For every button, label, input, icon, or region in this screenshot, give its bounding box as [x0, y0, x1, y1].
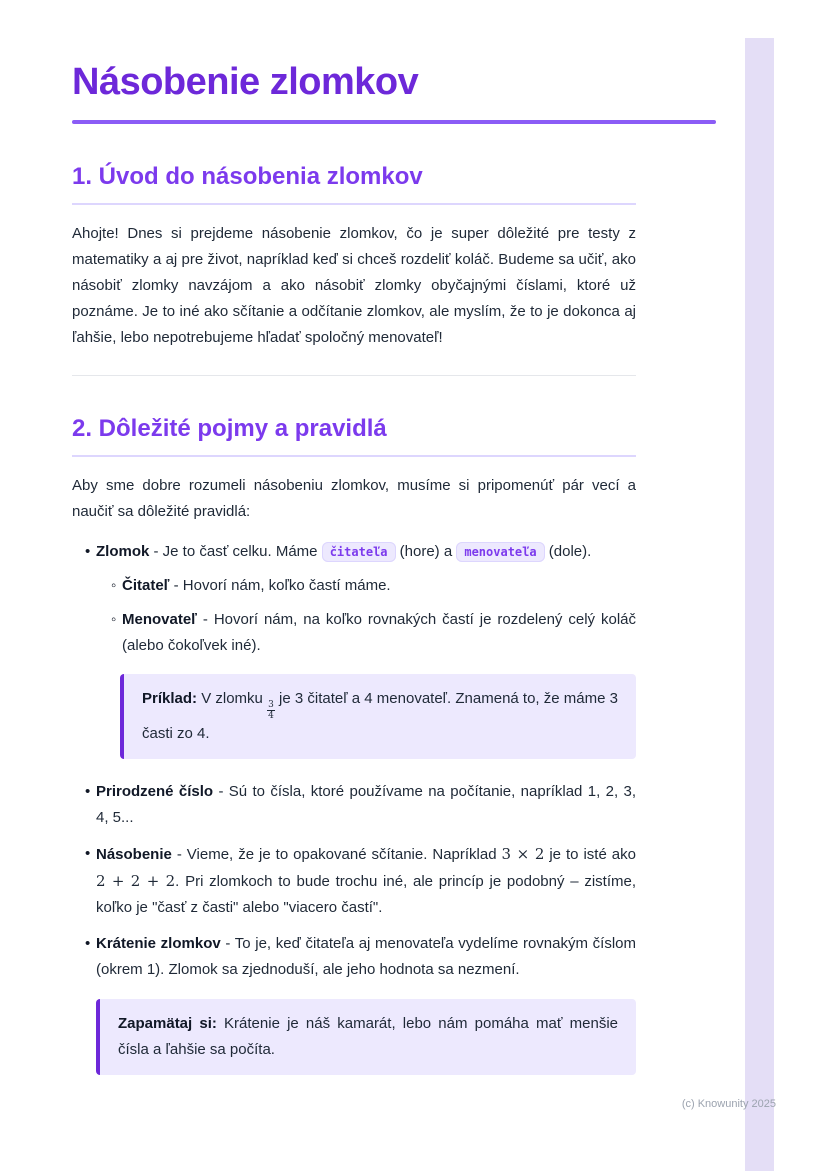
list-item-citatel [98, 573, 636, 599]
code-badge-menovatela: menovateľa [456, 542, 544, 562]
list-item-menovatel [98, 607, 636, 659]
term-kratenie: Krátenie zlomkov [96, 935, 221, 952]
text-run: je to isté ako [544, 846, 636, 863]
callout-label: Zapamätaj si: [118, 1015, 217, 1032]
list-item-text [122, 573, 636, 599]
term-zlomok: Zlomok [96, 543, 150, 560]
circle-bullet-icon: ◦ [111, 611, 117, 628]
copyright-footer: (c) Knowunity 2025 [681, 1098, 776, 1110]
title-divider [72, 120, 716, 124]
text-run: - Hovorí nám, koľko častí máme. [169, 577, 391, 594]
bullet-icon: • [85, 935, 91, 952]
bullet-icon: • [85, 543, 91, 560]
text-run: je 3 čitateľ a 4 menovateľ. Znamená to, že máme 3 časti zo 4. [142, 690, 618, 742]
bullet-icon: • [85, 845, 91, 862]
list-item-text [96, 779, 636, 831]
text-run: Krátenie je náš kamarát, lebo nám pomáha mať menšie čísla a ľahšie sa počíta. [118, 1015, 618, 1058]
list-item-nasobenie [72, 841, 636, 921]
text-run: - Hovorí nám, na koľko rovnakých častí je rozdelený celý koláč (alebo čokoľvek iné). [122, 611, 636, 654]
math-expression: 2 + 2 + 2 [96, 872, 176, 890]
bullet-icon: • [85, 783, 91, 800]
right-accent-bar [745, 38, 774, 1171]
section1-paragraph: Ahojte! Dnes si prejdeme násobenie zlomkov, čo je super dôležité pre testy z matematiky a aj pre život, napríklad keď si chceš rozdeliť koláč. Budeme sa učiť, ako násobiť zlomky navzájom a ako násobiť zlomky obyčajnými číslami, ktoré už poznáme. Je to iné ako sčítanie a odčítanie zlomkov, ale myslím, že to je dokonca aj ľahšie, lebo nepotrebujeme hľadať spoločný menovateľ! [72, 225, 636, 346]
section2-heading: 2. Dôležité pojmy a pravidlá [72, 414, 636, 457]
text-run: - To je, keď čitateľa aj menovateľa vydelíme rovnakým číslom (okrem 1). Zlomok sa zjednoduší, ale jeho hodnota sa nezmení. [96, 935, 636, 978]
text-run: V zlomku [197, 690, 268, 707]
list-item-text [96, 931, 636, 983]
text-run: (hore) a [395, 543, 457, 560]
math-expression: 3 × 2 [501, 845, 545, 863]
fraction-three-quarters [267, 700, 275, 721]
list-item-prirodzene-cislo [72, 779, 636, 831]
callout-label: Príklad: [142, 690, 198, 707]
text-run: (dole). [544, 543, 592, 560]
fraction-denominator: 4 [268, 711, 274, 721]
list-item-text [96, 539, 636, 565]
terms-list [72, 539, 636, 1075]
text-run: . Pri zlomkoch to bude trochu iné, ale princíp je podobný – zistíme, koľko je "časť z časti" alebo "viacero častí". [96, 873, 636, 916]
text-run: - Sú to čísla, ktoré používame na počítanie, napríklad 1, 2, 3, 4, 5... [96, 783, 637, 826]
code-badge-citatela: čitateľa [322, 542, 396, 562]
term-prirodzene-cislo: Prirodzené číslo [96, 783, 214, 800]
circle-bullet-icon: ◦ [111, 577, 117, 594]
section1-heading: 1. Úvod do násobenia zlomkov [72, 162, 636, 205]
list-item-text [96, 841, 636, 921]
page-title: Násobenie zlomkov [72, 61, 419, 103]
section-divider [72, 375, 636, 376]
callout-zapamataj [96, 999, 636, 1075]
list-item-zlomok [72, 539, 636, 565]
term-citatel: Čitateľ [122, 577, 170, 594]
section2-intro: Aby sme dobre rozumeli násobeniu zlomkov, musíme si pripomenúť pár vecí a naučiť sa dôležité pravidlá: [72, 477, 636, 520]
text-run: - Vieme, že je to opakované sčítanie. Napríklad [171, 846, 502, 863]
fraction-numerator: 3 [268, 700, 274, 710]
term-nasobenie: Násobenie [96, 846, 172, 863]
list-item-kratenie [72, 931, 636, 983]
term-menovatel: Menovateľ [122, 611, 197, 628]
list-item-text [122, 607, 636, 659]
text-run: - Je to časť celku. Máme [149, 543, 322, 560]
document-content [72, 0, 636, 1075]
callout-priklad [120, 674, 636, 759]
